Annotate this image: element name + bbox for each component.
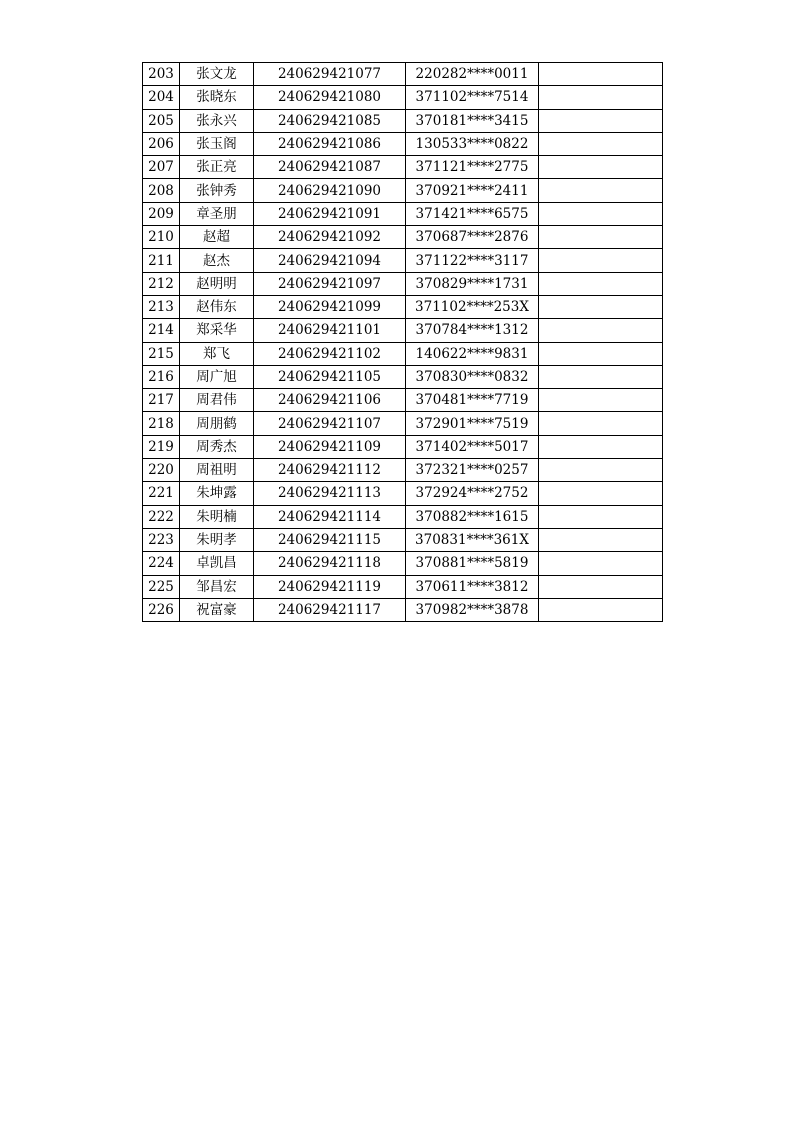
name-cell: 卓凯昌 (180, 552, 254, 575)
table-row (143, 202, 663, 225)
id-number-cell: 220282****0011 (406, 63, 539, 86)
id-number-cell: 370921****2411 (406, 179, 539, 202)
row-number-cell: 207 (143, 156, 180, 179)
name-cell: 周广旭 (180, 365, 254, 388)
row-number-cell: 212 (143, 272, 180, 295)
exam-number-cell: 240629421086 (254, 132, 406, 155)
id-number-cell: 370181****3415 (406, 109, 539, 132)
row-number-cell: 203 (143, 63, 180, 86)
note-cell (539, 109, 663, 132)
exam-number-cell: 240629421109 (254, 435, 406, 458)
name-cell: 郑飞 (180, 342, 254, 365)
note-cell (539, 482, 663, 505)
name-cell: 张玉阁 (180, 132, 254, 155)
table-row (143, 389, 663, 412)
name-cell: 张永兴 (180, 109, 254, 132)
note-cell (539, 86, 663, 109)
note-cell (539, 598, 663, 621)
name-cell: 赵杰 (180, 249, 254, 272)
id-number-cell: 370481****7719 (406, 389, 539, 412)
exam-number-cell: 240629421106 (254, 389, 406, 412)
note-cell (539, 575, 663, 598)
exam-number-cell: 240629421113 (254, 482, 406, 505)
name-cell: 邹昌宏 (180, 575, 254, 598)
row-number-cell: 214 (143, 319, 180, 342)
table-row (143, 63, 663, 86)
exam-number-cell: 240629421085 (254, 109, 406, 132)
table-row (143, 552, 663, 575)
row-number-cell: 204 (143, 86, 180, 109)
note-cell (539, 528, 663, 551)
name-cell: 周君伟 (180, 389, 254, 412)
row-number-cell: 210 (143, 226, 180, 249)
id-number-cell: 370882****1615 (406, 505, 539, 528)
exam-number-cell: 240629421115 (254, 528, 406, 551)
exam-number-cell: 240629421112 (254, 459, 406, 482)
row-number-cell: 224 (143, 552, 180, 575)
id-number-cell: 372901****7519 (406, 412, 539, 435)
id-number-cell: 370784****1312 (406, 319, 539, 342)
table-row (143, 295, 663, 318)
exam-number-cell: 240629421117 (254, 598, 406, 621)
row-number-cell: 218 (143, 412, 180, 435)
note-cell (539, 319, 663, 342)
row-number-cell: 215 (143, 342, 180, 365)
table-row (143, 459, 663, 482)
id-number-cell: 372321****0257 (406, 459, 539, 482)
id-number-cell: 370831****361X (406, 528, 539, 551)
id-number-cell: 370830****0832 (406, 365, 539, 388)
id-number-cell: 371122****3117 (406, 249, 539, 272)
row-number-cell: 206 (143, 132, 180, 155)
name-cell: 郑采华 (180, 319, 254, 342)
id-number-cell: 370687****2876 (406, 226, 539, 249)
note-cell (539, 435, 663, 458)
table-row (143, 86, 663, 109)
table-row (143, 598, 663, 621)
note-cell (539, 389, 663, 412)
id-number-cell: 371402****5017 (406, 435, 539, 458)
exam-number-cell: 240629421114 (254, 505, 406, 528)
row-number-cell: 211 (143, 249, 180, 272)
name-cell: 周秀杰 (180, 435, 254, 458)
table-row (143, 412, 663, 435)
table-row (143, 319, 663, 342)
table-row (143, 156, 663, 179)
name-cell: 朱坤露 (180, 482, 254, 505)
exam-number-cell: 240629421092 (254, 226, 406, 249)
name-cell: 赵伟东 (180, 295, 254, 318)
name-cell: 章圣朋 (180, 202, 254, 225)
row-number-cell: 226 (143, 598, 180, 621)
id-number-cell: 130533****0822 (406, 132, 539, 155)
name-cell: 赵超 (180, 226, 254, 249)
exam-number-cell: 240629421090 (254, 179, 406, 202)
table-row (143, 365, 663, 388)
id-number-cell: 140622****9831 (406, 342, 539, 365)
table-row (143, 575, 663, 598)
table-row (143, 482, 663, 505)
id-number-cell: 370829****1731 (406, 272, 539, 295)
id-number-cell: 370982****3878 (406, 598, 539, 621)
note-cell (539, 272, 663, 295)
note-cell (539, 249, 663, 272)
candidate-table-body (143, 63, 663, 622)
table-row (143, 249, 663, 272)
table-row (143, 342, 663, 365)
note-cell (539, 552, 663, 575)
note-cell (539, 179, 663, 202)
table-row (143, 179, 663, 202)
row-number-cell: 223 (143, 528, 180, 551)
note-cell (539, 226, 663, 249)
note-cell (539, 295, 663, 318)
exam-number-cell: 240629421105 (254, 365, 406, 388)
name-cell: 朱明孝 (180, 528, 254, 551)
row-number-cell: 221 (143, 482, 180, 505)
table-row (143, 272, 663, 295)
table-row (143, 505, 663, 528)
id-number-cell: 371421****6575 (406, 202, 539, 225)
row-number-cell: 205 (143, 109, 180, 132)
exam-number-cell: 240629421087 (254, 156, 406, 179)
exam-number-cell: 240629421118 (254, 552, 406, 575)
table-row (143, 226, 663, 249)
id-number-cell: 370611****3812 (406, 575, 539, 598)
row-number-cell: 208 (143, 179, 180, 202)
row-number-cell: 209 (143, 202, 180, 225)
name-cell: 赵明明 (180, 272, 254, 295)
name-cell: 周朋鹤 (180, 412, 254, 435)
note-cell (539, 505, 663, 528)
row-number-cell: 219 (143, 435, 180, 458)
name-cell: 祝富豪 (180, 598, 254, 621)
note-cell (539, 412, 663, 435)
row-number-cell: 217 (143, 389, 180, 412)
row-number-cell: 220 (143, 459, 180, 482)
note-cell (539, 132, 663, 155)
table-row (143, 435, 663, 458)
id-number-cell: 372924****2752 (406, 482, 539, 505)
note-cell (539, 156, 663, 179)
exam-number-cell: 240629421107 (254, 412, 406, 435)
name-cell: 张钟秀 (180, 179, 254, 202)
note-cell (539, 202, 663, 225)
row-number-cell: 222 (143, 505, 180, 528)
exam-number-cell: 240629421077 (254, 63, 406, 86)
candidate-table (142, 62, 663, 622)
name-cell: 朱明楠 (180, 505, 254, 528)
exam-number-cell: 240629421080 (254, 86, 406, 109)
note-cell (539, 459, 663, 482)
id-number-cell: 370881****5819 (406, 552, 539, 575)
exam-number-cell: 240629421102 (254, 342, 406, 365)
note-cell (539, 63, 663, 86)
row-number-cell: 216 (143, 365, 180, 388)
exam-number-cell: 240629421099 (254, 295, 406, 318)
exam-number-cell: 240629421094 (254, 249, 406, 272)
exam-number-cell: 240629421119 (254, 575, 406, 598)
note-cell (539, 365, 663, 388)
row-number-cell: 213 (143, 295, 180, 318)
id-number-cell: 371121****2775 (406, 156, 539, 179)
id-number-cell: 371102****7514 (406, 86, 539, 109)
note-cell (539, 342, 663, 365)
id-number-cell: 371102****253X (406, 295, 539, 318)
exam-number-cell: 240629421101 (254, 319, 406, 342)
row-number-cell: 225 (143, 575, 180, 598)
name-cell: 周祖明 (180, 459, 254, 482)
exam-number-cell: 240629421091 (254, 202, 406, 225)
name-cell: 张文龙 (180, 63, 254, 86)
table-row (143, 132, 663, 155)
name-cell: 张正亮 (180, 156, 254, 179)
table-row (143, 109, 663, 132)
exam-number-cell: 240629421097 (254, 272, 406, 295)
table-row (143, 528, 663, 551)
name-cell: 张晓东 (180, 86, 254, 109)
